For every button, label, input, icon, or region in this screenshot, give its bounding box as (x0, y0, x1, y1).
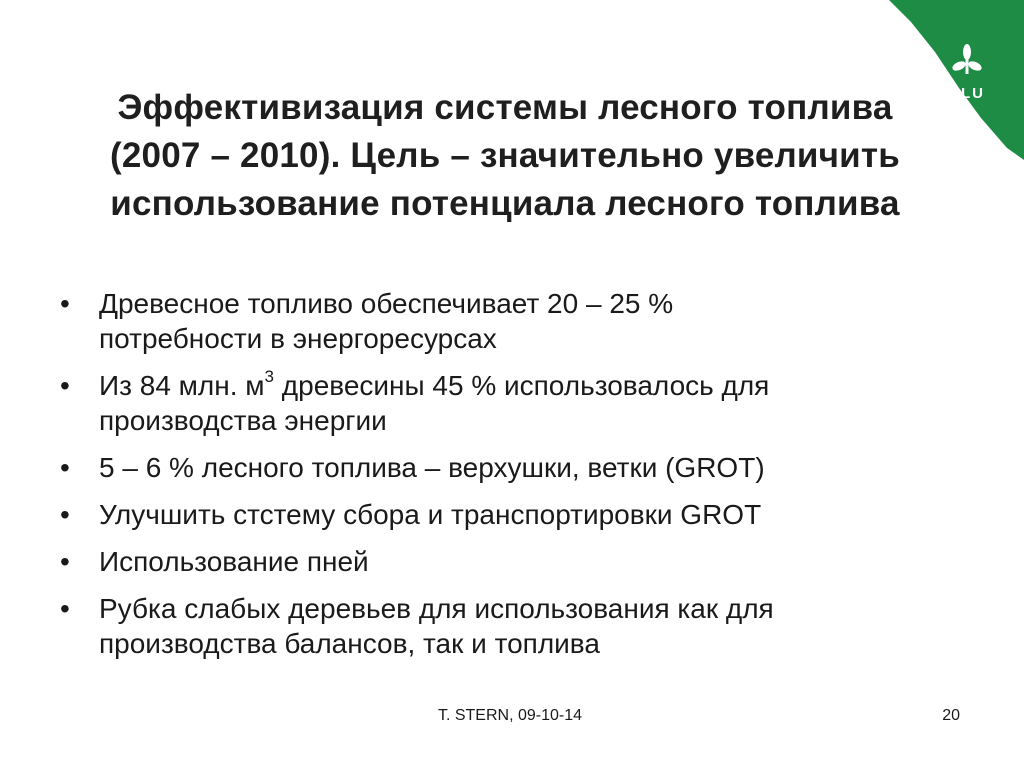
title-line: (2007 – 2010). Цель – значительно увеличить (110, 136, 900, 175)
bullet-item (60, 450, 960, 485)
bullet-item (60, 544, 960, 579)
bullet-text-part: древесины 45 % использовалось для (274, 370, 770, 401)
bullet-item (60, 497, 960, 532)
bullet-item (60, 368, 960, 438)
slide-number: 20 (942, 707, 960, 724)
bullet-item (60, 286, 960, 356)
superscript: 3 (264, 366, 274, 386)
bullet-text: 5 – 6 % лесного топлива – верхушки, ветки (GROT) (99, 452, 765, 483)
bullet-text: Рубка слабых деревьев для использования как для (99, 593, 774, 624)
bullet-icon: • (60, 546, 70, 577)
bullet-list (60, 286, 960, 673)
bullet-icon: • (60, 593, 70, 624)
bullet-text: производства балансов, так и топлива (99, 628, 600, 659)
bullet-text (99, 368, 960, 403)
bullet-text: Улучшить стстему сбора и транспортировки GROT (99, 499, 762, 530)
title-line: использование потенциала лесного топлива (110, 184, 900, 223)
bullet-text: производства энергии (99, 405, 387, 436)
bullet-icon: • (60, 499, 70, 530)
bullet-icon: • (60, 370, 70, 401)
logo-text: SLU (949, 85, 985, 102)
bullet-item (60, 591, 960, 661)
title-line: Эффективизация системы лесного топлива (117, 88, 893, 127)
footer-author: T. STERN, 09-10-14 (437, 707, 583, 724)
bullet-icon: • (60, 288, 70, 319)
bullet-text: Древесное топливо обеспечивает 20 – 25 % (99, 288, 674, 319)
bullet-text: Использование пней (99, 546, 369, 577)
bullet-text: потребности в энергоресурсах (99, 323, 497, 354)
slide-title (55, 84, 955, 228)
bullet-text-part: Из 84 млн. м (99, 370, 265, 401)
bullet-icon: • (60, 452, 70, 483)
